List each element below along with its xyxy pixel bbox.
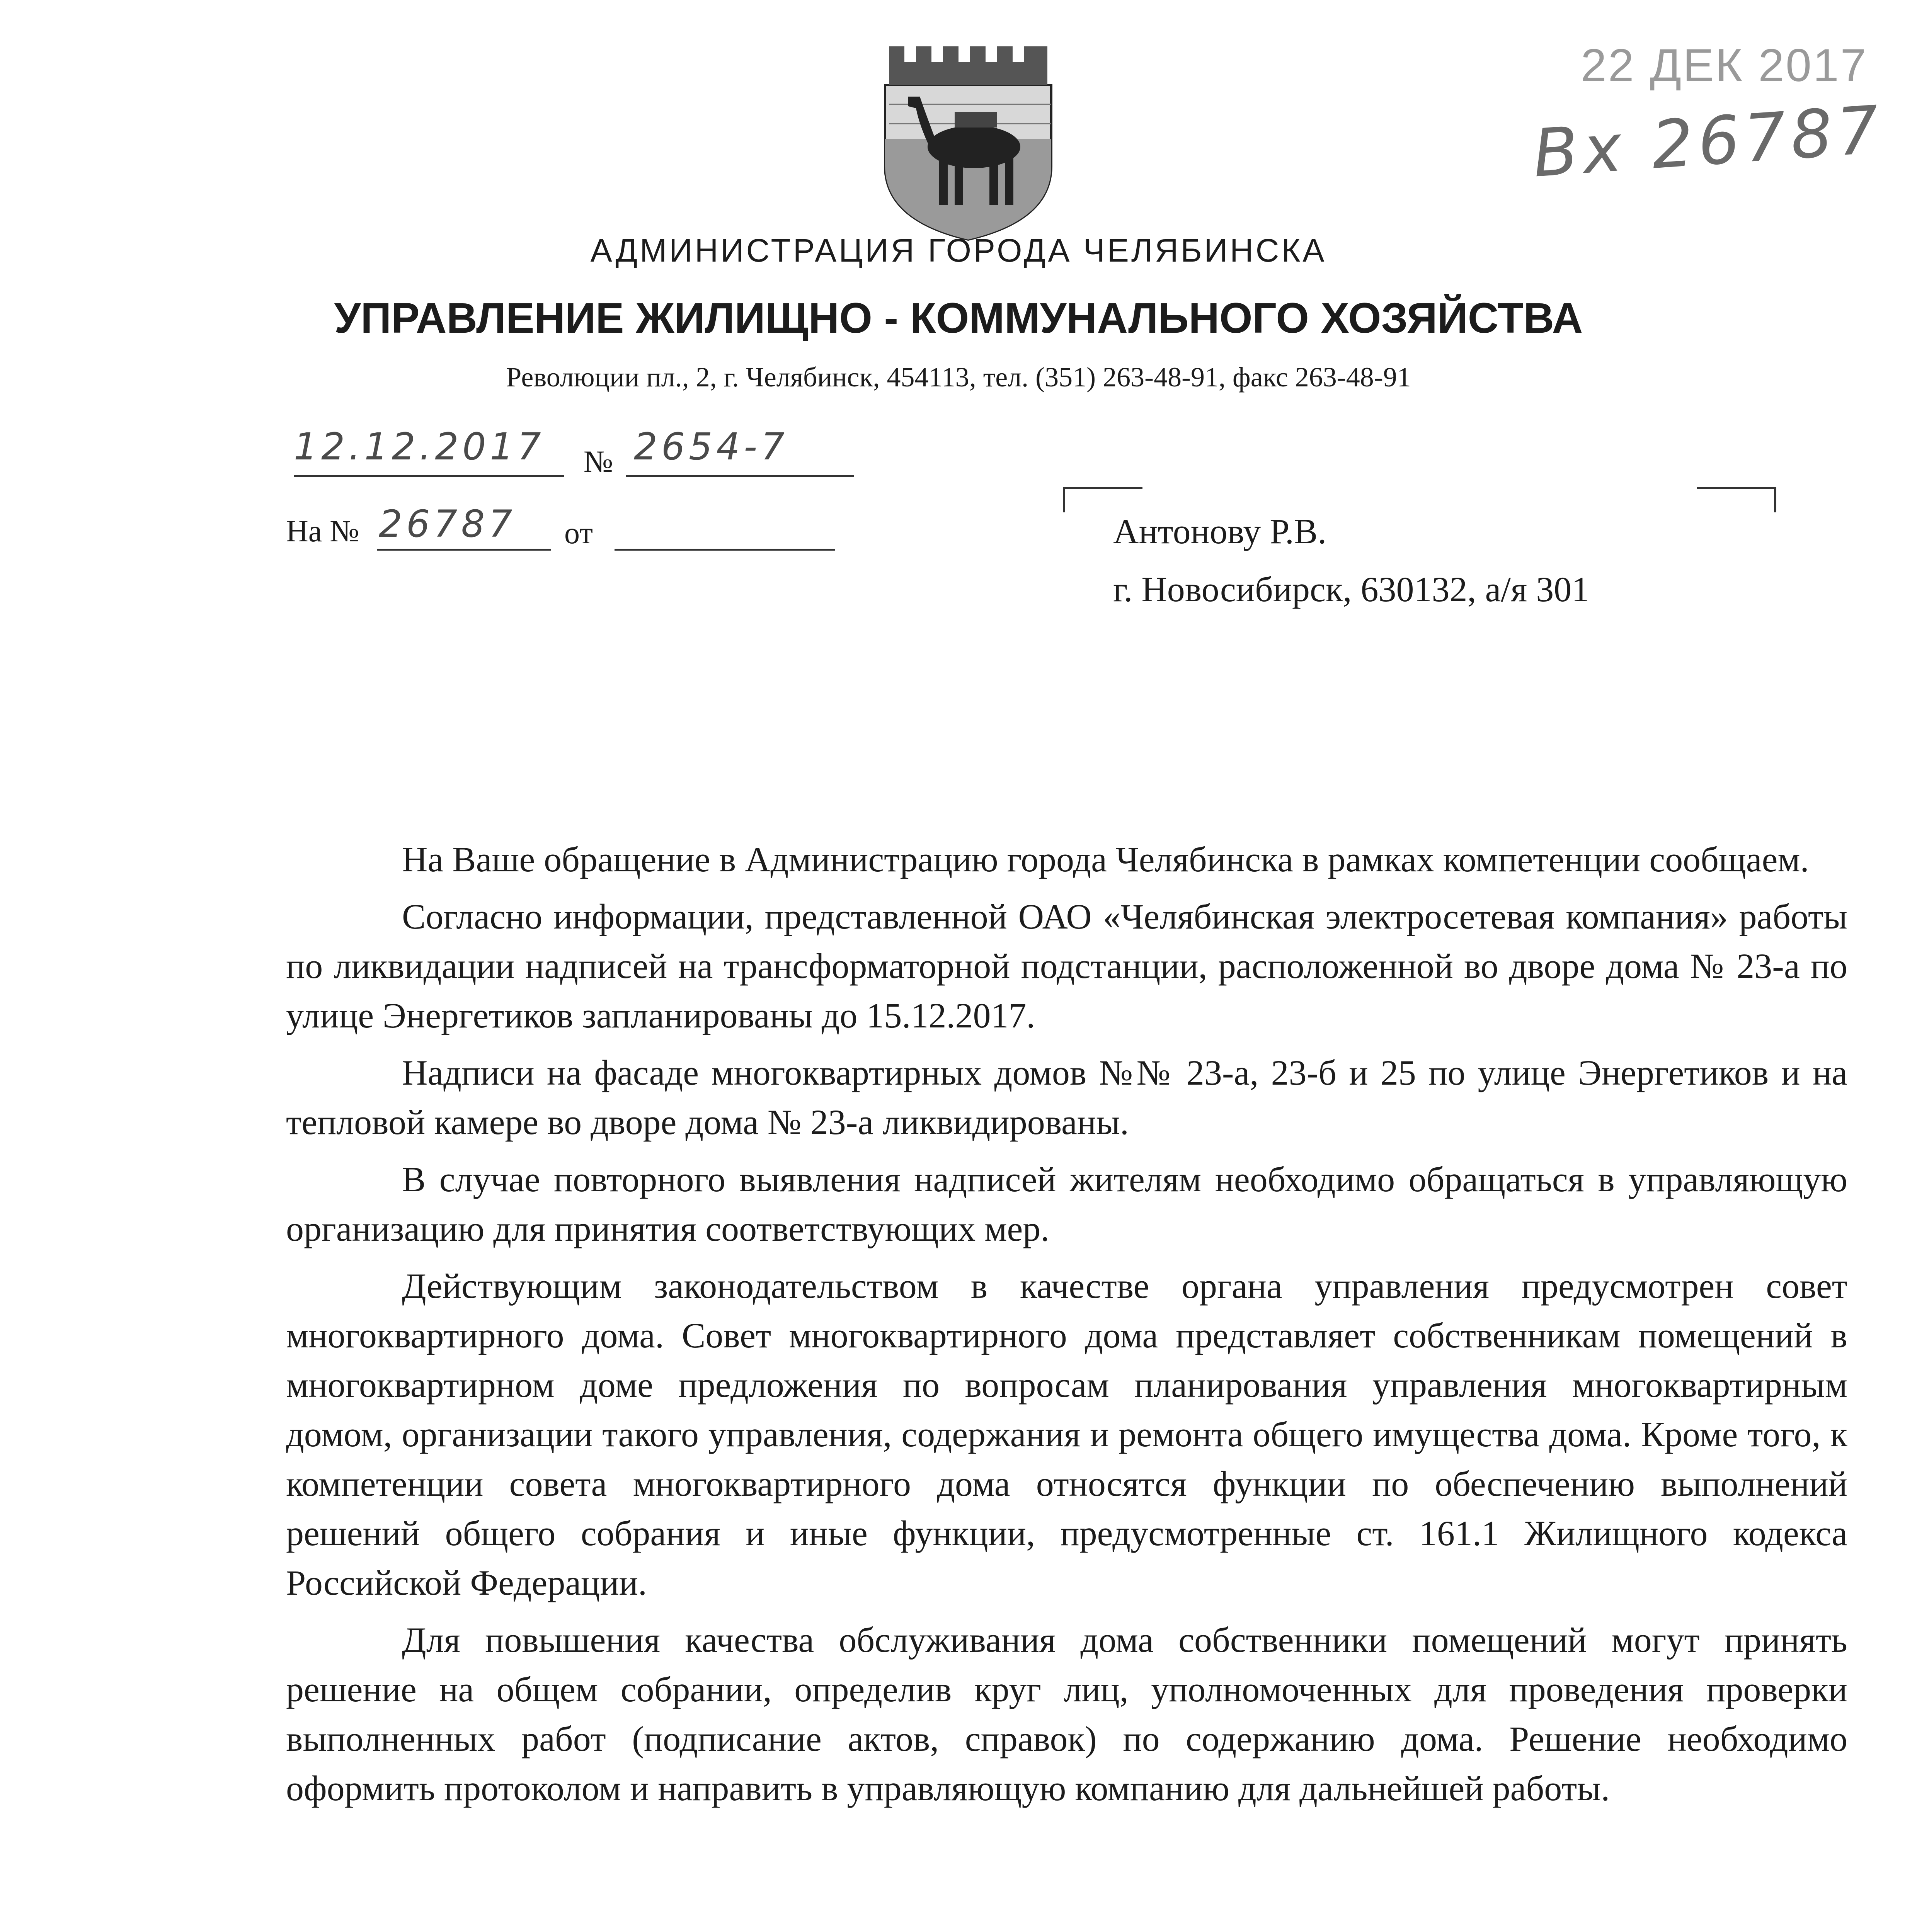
reply-to-number-label: На № [286,514,359,548]
letter-body [286,835,1847,1821]
department-contacts: Революции пл., 2, г. Челябинск, 454113, тел. (351) 263-48-91, факс 263-48-91 [506,362,1411,393]
recipient-block [1113,502,1589,618]
recipient-address: г. Новосибирск, 630132, а/я 301 [1113,570,1590,609]
body-paragraph: В случае повторного выявления надписей жителям необходимо обращаться в управляющую организацию для принятия соответствующих мер. [286,1160,1847,1248]
body-paragraph: Согласно информации, представленной ОАО «Челябинская электросетевая компания» работы по ликвидации надписей на трансформаторной подстанции, расположенной во дворе дома № 23-а по улице Энергетиков запланированы до 15.12.2017. [286,897,1847,1035]
outgoing-date: 12.12.2017 [294,425,545,468]
reply-to-number-line [377,549,551,551]
body-paragraph: Для повышения качества обслуживания дома собственники помещений могут принять решение на общем собрании, определив круг лиц, уполномоченных для проведения проверки выполненных работ (подписание актов, справок) по содержанию дома. Решение необходимо оформить протоколом и направить в управляющую компанию для дальнейшей работы. [286,1620,1847,1808]
body-paragraph: Надписи на фасаде многоквартирных домов №№ 23-а, 23-б и 25 по улице Энергетиков и на тепловой камере во дворе дома № 23-а ликвидированы. [286,1053,1847,1142]
recipient-name: Антонову Р.В. [1113,512,1327,551]
outgoing-number: 2654-7 [634,425,789,468]
outgoing-date-line [294,475,564,477]
incoming-date-stamp: 22 ДЕК 2017 [1581,39,1868,91]
reply-from-date-line [615,549,835,551]
chelyabinsk-coat-of-arms-icon [877,39,1059,243]
department-title: УПРАВЛЕНИЕ ЖИЛИЩНО - КОММУНАЛЬНОГО ХОЗЯЙСТВА [334,294,1583,342]
administration-title: АДМИНИСТРАЦИЯ ГОРОДА ЧЕЛЯБИНСКА [590,232,1327,269]
recipient-corner-right [1697,487,1776,512]
reply-to-number: 26787 [379,502,516,546]
outgoing-number-line [626,475,854,477]
reply-from-label: от [564,516,593,550]
outgoing-number-label: № [584,445,613,479]
body-paragraph: На Ваше обращение в Администрацию города Челябинска в рамках компетенции сообщаем. [402,840,1809,879]
incoming-number-handwritten: Вх 26787 [1531,91,1886,192]
body-paragraph: Действующим законодательством в качестве органа управления предусмотрен совет многоквартирного дома. Совет многоквартирного дома представляет собственникам помещений в многоквартирном доме предложения по вопросам планирования управления многоквартирным домом, организации такого управления, содержания и ремонта общего имущества дома. Кроме того, к компетенции совета многоквартирного дома относятся функции по обеспечению выполнений решений общего собрания и иные функции, предусмотренные ст. 161.1 Жилищного кодекса Российской Федерации. [286,1266,1847,1602]
